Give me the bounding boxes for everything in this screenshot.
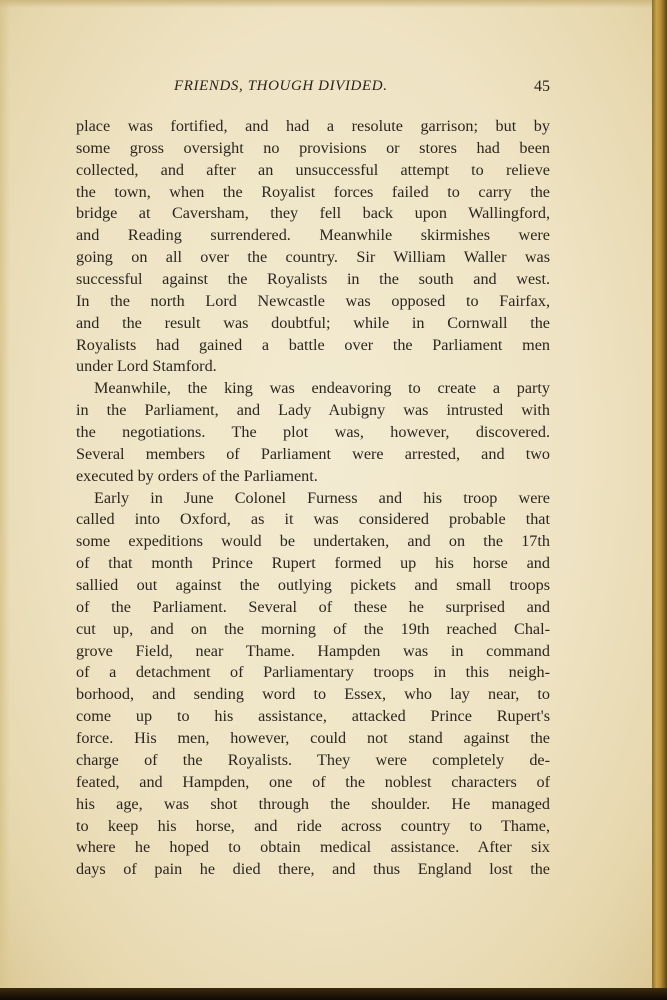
text-line: of that month Prince Rupert formed up his horse and (76, 554, 550, 573)
text-line: of a detachment of Parliamentary troops in this neigh- (76, 663, 550, 682)
text-line: days of pain he died there, and thus England lost the (76, 860, 550, 879)
text-line: grove Field, near Thame. Hampden was in command (76, 641, 550, 660)
book-spine-edge (652, 0, 667, 1000)
page-number: 45 (534, 78, 550, 95)
text-line: force. His men, however, could not stand against the (76, 729, 550, 748)
text-line: bridge at Caversham, they fell back upon Wallingford, (76, 204, 550, 223)
text-line: place was fortified, and had a resolute garrison; but by (76, 117, 550, 135)
page-top-shadow (0, 0, 652, 8)
text-line: cut up, and on the morning of the 19th reached Chal- (76, 619, 550, 638)
text-line: In the north Lord Newcastle was opposed to Fairfax, (76, 291, 550, 310)
text-line: where he hoped to obtain medical assistance. After six (76, 838, 550, 857)
text-line: the negotiations. The plot was, however, discovered. (76, 423, 550, 442)
text-line: and the result was doubtful; while in Cornwall the (76, 313, 550, 332)
bottom-shadow (0, 988, 667, 1000)
page-header (76, 78, 550, 100)
text-line: collected, and after an unsuccessful attempt to relieve (76, 160, 550, 179)
text-line: borhood, and sending word to Essex, who lay near, to (76, 685, 550, 704)
text-line: of the Parliament. Several of these he surprised and (76, 597, 550, 616)
text-line: to keep his horse, and ride across country to Thame, (76, 816, 550, 835)
text-line: called into Oxford, as it was considered probable that (76, 510, 550, 529)
text-line: successful against the Royalists in the south and west. (76, 270, 550, 289)
text-line: the town, when the Royalist forces failed to carry the (76, 182, 550, 201)
text-line: Several members of Parliament were arrested, and two (76, 444, 550, 463)
text-line: some gross oversight no provisions or stores had been (76, 138, 550, 157)
text-line: under Lord Stamford. (76, 357, 217, 376)
paragraph-first-line: Meanwhile, the king was endeavoring to create a party (94, 379, 550, 398)
text-line: come up to his assistance, attacked Prince Rupert's (76, 707, 550, 726)
paragraph-first-line: Early in June Colonel Furness and his troop were (94, 488, 550, 507)
text-line: Royalists had gained a battle over the Parliament men (76, 335, 550, 354)
text-line: executed by orders of the Parliament. (76, 466, 318, 485)
text-line: some expeditions would be undertaken, and on the 17th (76, 532, 550, 551)
text-line: sallied out against the outlying pickets and small troops (76, 576, 550, 595)
running-title: FRIENDS, THOUGH DIVIDED. (174, 78, 388, 94)
text-line: going on all over the country. Sir William Waller was (76, 248, 550, 267)
text-line: in the Parliament, and Lady Aubigny was intrusted with (76, 401, 550, 420)
text-line: charge of the Royalists. They were completely de- (76, 750, 550, 769)
text-line: his age, was shot through the shoulder. He managed (76, 794, 550, 813)
text-line: feated, and Hampden, one of the noblest characters of (76, 772, 550, 791)
page-edge-shadow (0, 0, 10, 988)
text-line: and Reading surrendered. Meanwhile skirmishes were (76, 226, 550, 245)
body-text (76, 116, 550, 881)
